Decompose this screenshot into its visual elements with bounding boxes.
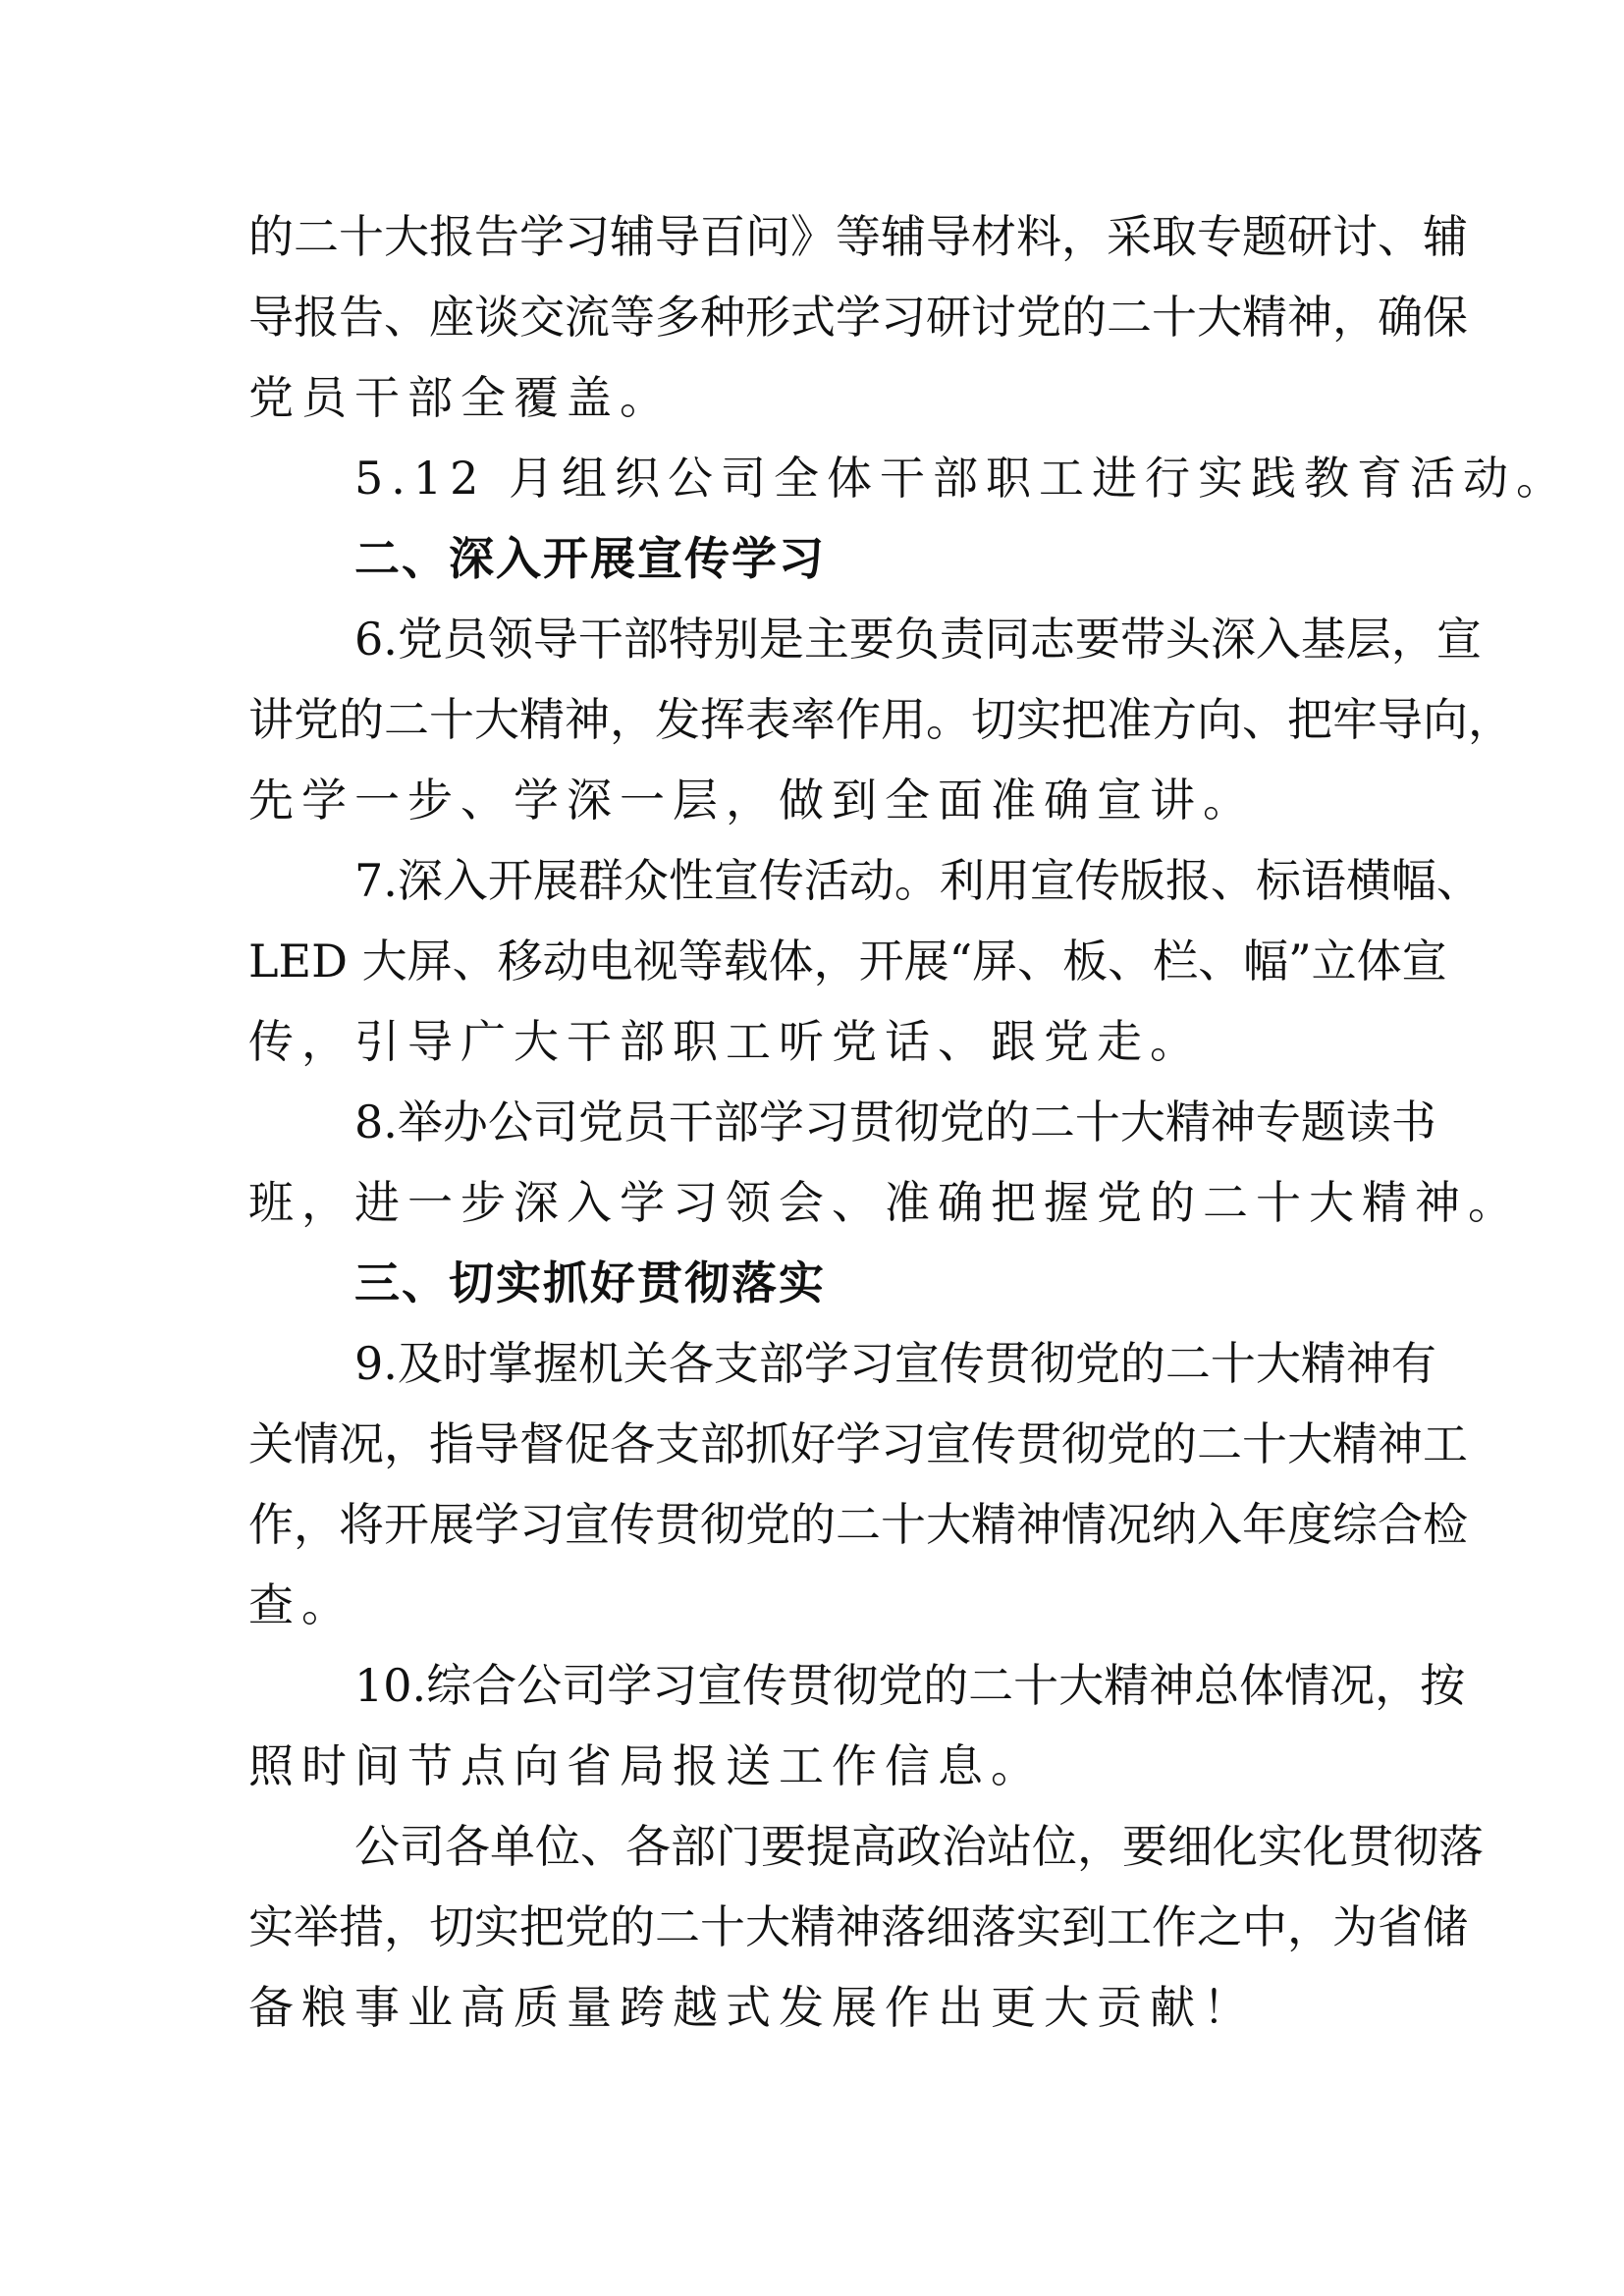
section-heading-3: 三、切实抓好贯彻落实 bbox=[354, 1256, 826, 1309]
list-item-9: 9.及时掌握机关各支部学习宣传贯彻党的二十大精神有 bbox=[354, 1337, 1436, 1390]
paragraph-line: 先学一步、学深一层，做到全面准确宣讲。 bbox=[248, 774, 1256, 827]
paragraph-line: 备粮事业高质量跨越式发展作出更大贡献！ bbox=[248, 1981, 1256, 2034]
paragraph-line: 的二十大报告学习辅导百问》等辅导材料，采取专题研讨、辅 bbox=[248, 210, 1468, 263]
paragraph-line: 班，进一步深入学习领会、准确把握党的二十大精神。 bbox=[248, 1176, 1521, 1229]
closing-paragraph: 公司各单位、各部门要提高政治站位，要细化实化贯彻落 bbox=[354, 1820, 1484, 1873]
list-item-7: 7.深入开展群众性宣传活动。利用宣传版报、标语横幅、 bbox=[354, 854, 1482, 907]
paragraph-line: 导报告、座谈交流等多种形式学习研讨党的二十大精神，确保 bbox=[248, 291, 1468, 344]
paragraph-line: 党员干部全覆盖。 bbox=[248, 371, 673, 424]
paragraph-line: 关情况，指导督促各支部抓好学习宣传贯彻党的二十大精神工 bbox=[248, 1417, 1468, 1470]
paragraph-line: 作，将开展学习宣传贯彻党的二十大精神情况纳入年度综合检 bbox=[248, 1498, 1468, 1551]
list-item-10: 10.综合公司学习宣传贯彻党的二十大精神总体情况，按 bbox=[354, 1659, 1466, 1712]
paragraph-line: LED 大屏、移动电视等载体，开展“屏、板、栏、幅”立体宣 bbox=[248, 934, 1447, 988]
section-heading-2: 二、深入开展宣传学习 bbox=[354, 532, 826, 585]
list-item-5: 5.12 月组织公司全体干部职工进行实践教育活动。 bbox=[354, 452, 1570, 505]
paragraph-line: 照时间节点向省局报送工作信息。 bbox=[248, 1739, 1044, 1792]
paragraph-line: 讲党的二十大精神，发挥表率作用。切实把准方向、把牢导向， bbox=[248, 693, 1513, 746]
paragraph-line: 传，引导广大干部职工听党话、跟党走。 bbox=[248, 1015, 1203, 1068]
list-item-6: 6.党员领导干部特别是主要负责同志要带头深入基层，宣 bbox=[354, 613, 1482, 666]
paragraph-line: 实举措，切实把党的二十大精神落细落实到工作之中，为省储 bbox=[248, 1900, 1468, 1953]
list-item-8: 8.举办公司党员干部学习贯彻党的二十大精神专题读书 bbox=[354, 1095, 1436, 1148]
paragraph-line: 查。 bbox=[248, 1578, 354, 1631]
